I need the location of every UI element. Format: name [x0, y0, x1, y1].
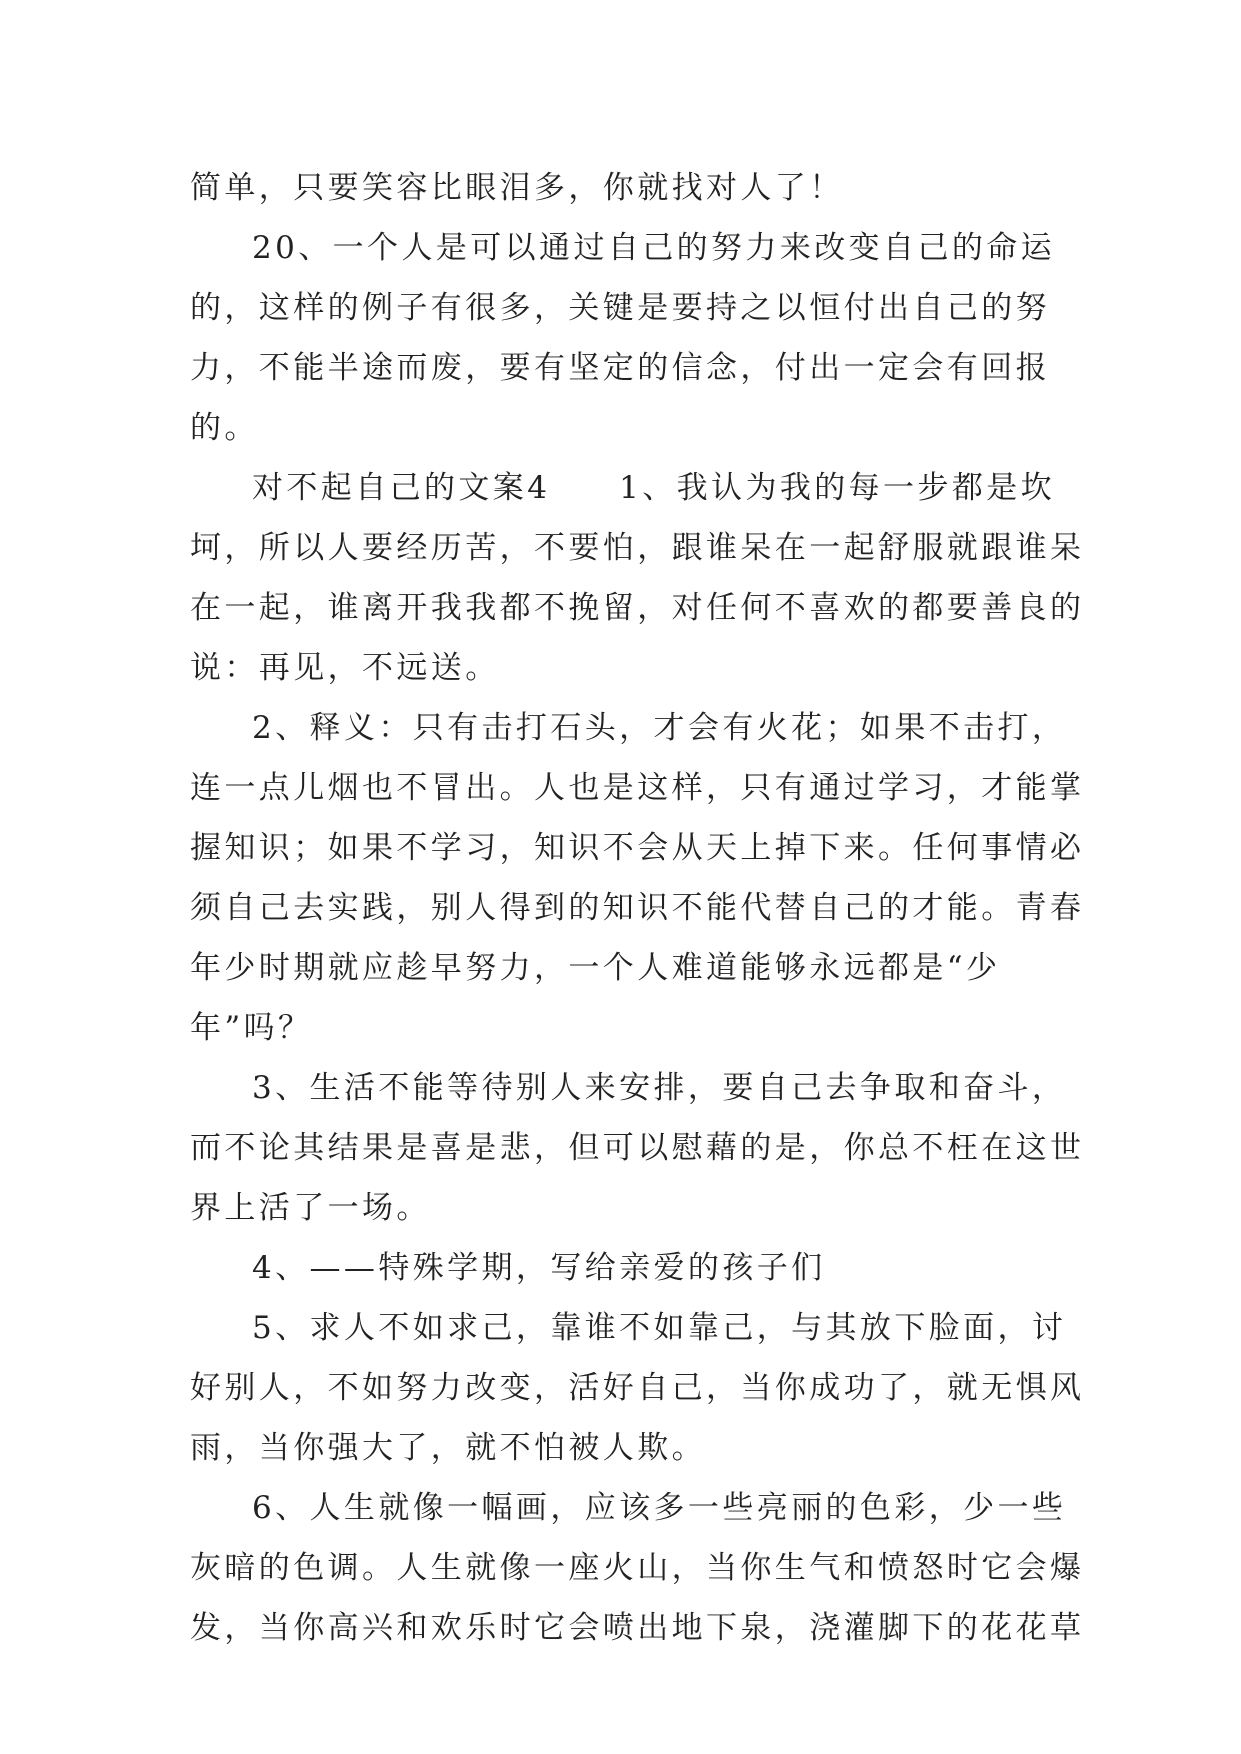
paragraph-section-4-item-1: 对不起自己的文案4 1、我认为我的每一步都是坎坷，所以人要经历苦，不要怕，跟谁呆在一起舒服就跟谁呆在一起，谁离开我我都不挽留，对任何不喜欢的都要善良的说：再见，不远送。 [190, 470, 1085, 686]
paragraph-item-3: 3、生活不能等待别人来安排，要自己去争取和奋斗，而不论其结果是喜是悲，但可以慰藉的是，你总不枉在这世界上活了一场。 [190, 1070, 1085, 1226]
paragraph-item-6: 6、人生就像一幅画，应该多一些亮丽的色彩，少一些灰暗的色调。人生就像一座火山，当你生气和愤怒时它会爆发，当你高兴和欢乐时它会喷出地下泉，浇灌脚下的花花草 [190, 1490, 1085, 1646]
paragraph-item-2: 2、释义：只有击打石头，才会有火花；如果不击打，连一点儿烟也不冒出。人也是这样，只有通过学习，才能掌握知识；如果不学习，知识不会从天上掉下来。任何事情必须自己去实践，别人得到的知识不能代替自己的才能。青春年少时期就应趁早努力，一个人难道能够永远都是“少年”吗？ [190, 710, 1085, 1046]
paragraph-item-4: 4、——特殊学期，写给亲爱的孩子们 [252, 1250, 826, 1286]
document-body [190, 158, 1100, 1658]
paragraph-item-20: 20、一个人是可以通过自己的努力来改变自己的命运的，这样的例子有很多，关键是要持之以恒付出自己的努力，不能半途而废，要有坚定的信念，付出一定会有回报的。 [190, 230, 1056, 446]
paragraph-item-5: 5、求人不如求己，靠谁不如靠己，与其放下脸面，讨好别人，不如努力改变，活好自己，当你成功了，就无惧风雨，当你强大了，就不怕被人欺。 [190, 1310, 1085, 1466]
paragraph-continuation: 简单，只要笑容比眼泪多，你就找对人了！ [190, 170, 844, 206]
